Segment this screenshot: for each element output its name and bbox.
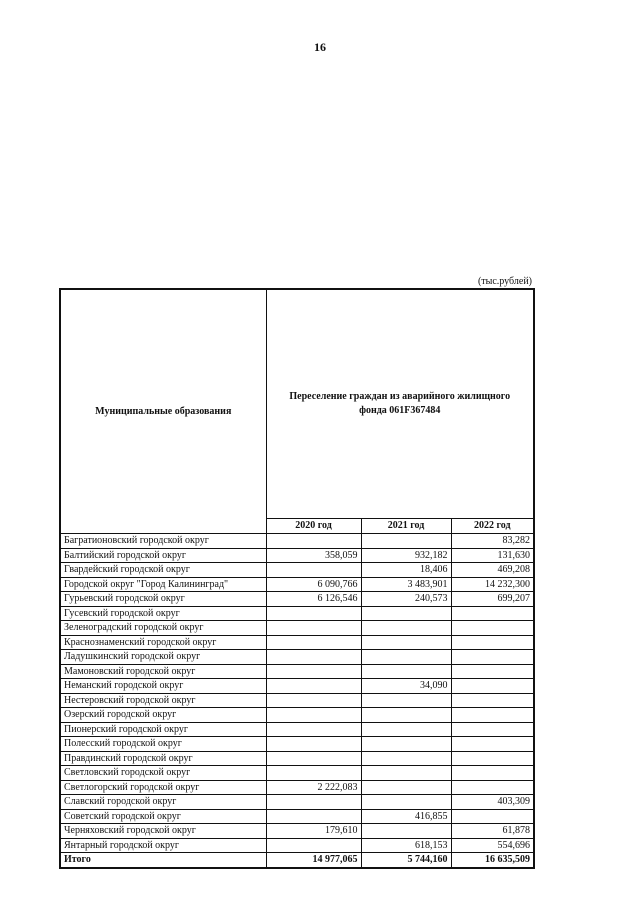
municipality-cell: Гурьевский городской округ xyxy=(60,592,266,607)
value-2020-cell xyxy=(266,563,361,578)
value-2020-cell xyxy=(266,693,361,708)
municipality-cell: Пионерский городской округ xyxy=(60,722,266,737)
year-header-2020: 2020 год xyxy=(266,519,361,534)
table-row xyxy=(60,751,534,766)
value-2022-cell xyxy=(451,809,534,824)
value-2020-cell: 179,610 xyxy=(266,824,361,839)
value-2020-cell: 6 090,766 xyxy=(266,577,361,592)
municipality-cell: Ладушкинский городской округ xyxy=(60,650,266,665)
value-2021-cell: 240,573 xyxy=(361,592,451,607)
value-2021-cell: 932,182 xyxy=(361,548,451,563)
value-2022-cell: 699,207 xyxy=(451,592,534,607)
value-2022-cell: 83,282 xyxy=(451,534,534,549)
table-row xyxy=(60,563,534,578)
value-2020-cell xyxy=(266,838,361,853)
value-2022-cell: 403,309 xyxy=(451,795,534,810)
value-2021-cell xyxy=(361,766,451,781)
table-row xyxy=(60,534,534,549)
table-row xyxy=(60,824,534,839)
value-2022-cell xyxy=(451,693,534,708)
table-row xyxy=(60,838,534,853)
value-2020-cell: 14 977,065 xyxy=(266,853,361,868)
header-row xyxy=(60,289,534,519)
value-2020-cell xyxy=(266,737,361,752)
value-2021-cell: 18,406 xyxy=(361,563,451,578)
value-2021-cell: 3 483,901 xyxy=(361,577,451,592)
value-2020-cell xyxy=(266,534,361,549)
municipality-cell: Багратионовский городской округ xyxy=(60,534,266,549)
municipality-cell: Янтарный городской округ xyxy=(60,838,266,853)
value-2022-cell: 14 232,300 xyxy=(451,577,534,592)
municipality-cell: Славский городской округ xyxy=(60,795,266,810)
value-2022-cell xyxy=(451,679,534,694)
value-2021-cell: 5 744,160 xyxy=(361,853,451,868)
value-2021-cell xyxy=(361,722,451,737)
table-row xyxy=(60,708,534,723)
value-2022-cell xyxy=(451,751,534,766)
value-2022-cell xyxy=(451,780,534,795)
value-2020-cell xyxy=(266,795,361,810)
table-row xyxy=(60,664,534,679)
value-2021-cell xyxy=(361,795,451,810)
table-row xyxy=(60,592,534,607)
municipality-cell: Краснознаменский городской округ xyxy=(60,635,266,650)
table-row xyxy=(60,577,534,592)
table-row xyxy=(60,606,534,621)
municipality-cell: Балтийский городской округ xyxy=(60,548,266,563)
value-2022-cell: 61,878 xyxy=(451,824,534,839)
value-2022-cell: 554,696 xyxy=(451,838,534,853)
value-2021-cell xyxy=(361,635,451,650)
value-2020-cell xyxy=(266,809,361,824)
municipality-cell: Городской округ "Город Калининград" xyxy=(60,577,266,592)
municipality-cell: Светловский городской округ xyxy=(60,766,266,781)
table-row xyxy=(60,679,534,694)
municipality-cell: Озерский городской округ xyxy=(60,708,266,723)
value-2022-cell xyxy=(451,737,534,752)
municipality-cell: Нестеровский городской округ xyxy=(60,693,266,708)
table-row xyxy=(60,548,534,563)
value-2021-cell xyxy=(361,824,451,839)
year-header-2022: 2022 год xyxy=(451,519,534,534)
value-2021-cell xyxy=(361,621,451,636)
program-header: Переселение граждан из аварийного жилищного фонда 061F367484 xyxy=(266,289,534,519)
value-2022-cell xyxy=(451,722,534,737)
value-2021-cell xyxy=(361,650,451,665)
value-2020-cell xyxy=(266,621,361,636)
table-row xyxy=(60,693,534,708)
value-2022-cell: 16 635,509 xyxy=(451,853,534,868)
value-2022-cell xyxy=(451,635,534,650)
municipality-cell: Полесский городской округ xyxy=(60,737,266,752)
value-2022-cell xyxy=(451,708,534,723)
value-2021-cell: 34,090 xyxy=(361,679,451,694)
table-row xyxy=(60,621,534,636)
value-2020-cell xyxy=(266,664,361,679)
value-2020-cell xyxy=(266,708,361,723)
value-2020-cell xyxy=(266,606,361,621)
value-2021-cell: 618,153 xyxy=(361,838,451,853)
value-2021-cell xyxy=(361,693,451,708)
value-2022-cell xyxy=(451,606,534,621)
value-2022-cell: 131,630 xyxy=(451,548,534,563)
table-row xyxy=(60,737,534,752)
value-2021-cell xyxy=(361,737,451,752)
municipalities-header: Муниципальные образования xyxy=(60,289,266,534)
units-label: (тыс.рублей) xyxy=(477,276,532,287)
municipality-cell: Зеленоградский городской округ xyxy=(60,621,266,636)
municipality-cell: Неманский городской округ xyxy=(60,679,266,694)
total-row xyxy=(60,853,534,868)
value-2020-cell xyxy=(266,679,361,694)
value-2020-cell: 358,059 xyxy=(266,548,361,563)
table-row xyxy=(60,795,534,810)
table-row xyxy=(60,780,534,795)
value-2022-cell xyxy=(451,621,534,636)
municipality-cell: Правдинский городской округ xyxy=(60,751,266,766)
value-2020-cell xyxy=(266,635,361,650)
value-2021-cell xyxy=(361,534,451,549)
value-2020-cell: 2 222,083 xyxy=(266,780,361,795)
municipality-cell: Мамоновский городской округ xyxy=(60,664,266,679)
table-row xyxy=(60,766,534,781)
value-2020-cell xyxy=(266,766,361,781)
budget-table xyxy=(59,288,535,869)
page-number: 16 xyxy=(314,40,326,54)
table-row xyxy=(60,635,534,650)
municipality-cell: Черняховский городской округ xyxy=(60,824,266,839)
municipality-cell: Гусевский городской округ xyxy=(60,606,266,621)
value-2022-cell xyxy=(451,650,534,665)
value-2021-cell xyxy=(361,708,451,723)
value-2021-cell xyxy=(361,780,451,795)
municipality-cell: Советский городской округ xyxy=(60,809,266,824)
municipality-cell: Гвардейский городской округ xyxy=(60,563,266,578)
value-2020-cell xyxy=(266,722,361,737)
table-row xyxy=(60,722,534,737)
value-2022-cell xyxy=(451,664,534,679)
value-2020-cell xyxy=(266,751,361,766)
municipality-cell: Светлогорский городской округ xyxy=(60,780,266,795)
value-2020-cell: 6 126,546 xyxy=(266,592,361,607)
year-header-2021: 2021 год xyxy=(361,519,451,534)
value-2021-cell xyxy=(361,664,451,679)
table-row xyxy=(60,809,534,824)
value-2021-cell xyxy=(361,751,451,766)
municipality-cell: Итого xyxy=(60,853,266,868)
value-2021-cell xyxy=(361,606,451,621)
table-row xyxy=(60,650,534,665)
value-2022-cell: 469,208 xyxy=(451,563,534,578)
value-2021-cell: 416,855 xyxy=(361,809,451,824)
value-2022-cell xyxy=(451,766,534,781)
value-2020-cell xyxy=(266,650,361,665)
